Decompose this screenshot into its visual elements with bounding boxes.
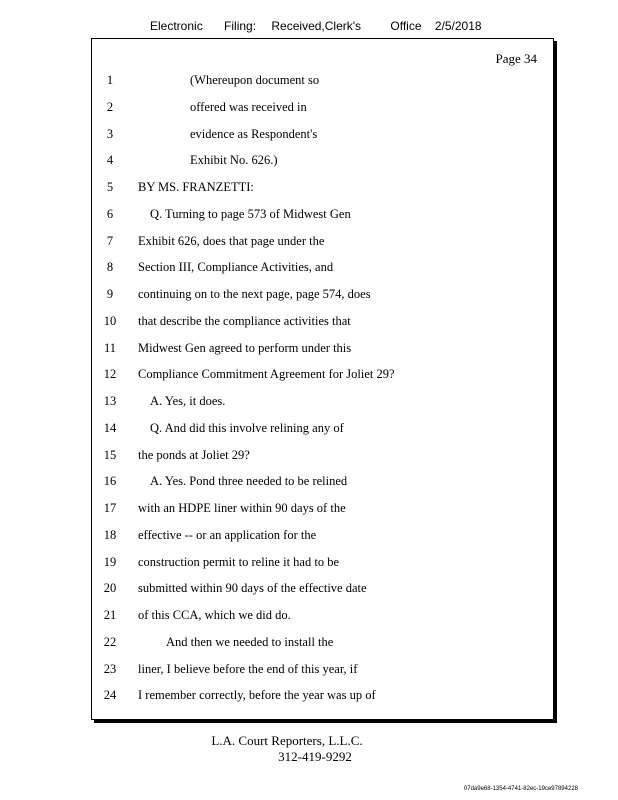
transcript-line bbox=[92, 127, 553, 154]
line-number: 23 bbox=[103, 661, 117, 676]
line-number: 22 bbox=[103, 634, 117, 649]
transcript-line bbox=[92, 260, 553, 287]
line-text: Section III, Compliance Activities, and bbox=[138, 260, 334, 275]
line-text: construction permit to reline it had to be bbox=[138, 554, 339, 569]
footer-company: L.A. Court Reporters, L.L.C. bbox=[211, 733, 363, 748]
line-text: Midwest Gen agreed to perform under this bbox=[138, 340, 352, 355]
line-text: continuing on to the next page, page 574, does bbox=[138, 287, 371, 301]
transcript-line bbox=[92, 153, 553, 180]
filing-header-electronic: Electronic bbox=[150, 19, 203, 33]
filing-header bbox=[150, 19, 482, 33]
transcript-line bbox=[92, 100, 553, 127]
line-number: 6 bbox=[106, 206, 114, 221]
filing-header-office: Office bbox=[390, 19, 422, 33]
page-footer bbox=[0, 733, 618, 765]
filing-header-filing: Filing: bbox=[224, 19, 257, 33]
transcript-line bbox=[92, 73, 553, 100]
transcript-line bbox=[92, 180, 553, 207]
line-text: Q. Turning to page 573 of Midwest Gen bbox=[150, 206, 351, 221]
line-text: BY MS. FRANZETTI: bbox=[138, 180, 254, 194]
transcript-line bbox=[92, 662, 553, 689]
transcript-line bbox=[92, 528, 553, 555]
line-number: 1 bbox=[106, 73, 114, 87]
footer-phone: 312-419-9292 bbox=[278, 749, 352, 764]
line-text: A. Yes, it does. bbox=[150, 394, 226, 408]
transcript-line bbox=[92, 367, 553, 394]
line-number: 14 bbox=[103, 420, 117, 435]
line-number: 17 bbox=[103, 501, 117, 515]
transcript-line bbox=[92, 421, 553, 448]
transcript-page bbox=[91, 38, 554, 720]
line-text: Exhibit No. 626.) bbox=[190, 153, 278, 168]
line-number: 11 bbox=[103, 340, 117, 355]
line-number: 21 bbox=[103, 608, 117, 622]
transcript-line bbox=[92, 207, 553, 234]
line-number: 16 bbox=[103, 474, 117, 489]
line-number: 12 bbox=[103, 367, 117, 382]
line-text: Q. And did this involve relining any of bbox=[150, 420, 344, 435]
transcript-line bbox=[92, 448, 553, 475]
line-text: with an HDPE liner within 90 days of the bbox=[138, 501, 346, 515]
line-text: And then we needed to install the bbox=[166, 634, 334, 649]
line-text: of this CCA, which we did do. bbox=[138, 608, 291, 622]
transcript-line bbox=[92, 501, 553, 528]
line-text: Compliance Commitment Agreement for Joliet 29? bbox=[138, 367, 395, 382]
line-number: 8 bbox=[106, 260, 114, 275]
transcript-line bbox=[92, 608, 553, 635]
line-number: 2 bbox=[106, 99, 114, 114]
transcript-line bbox=[92, 635, 553, 662]
line-number: 7 bbox=[106, 233, 114, 248]
transcript-lines bbox=[92, 73, 553, 715]
transcript-line bbox=[92, 555, 553, 582]
transcript-line bbox=[92, 314, 553, 341]
line-number: 10 bbox=[103, 313, 117, 328]
line-text: I remember correctly, before the year was up of bbox=[138, 688, 376, 703]
line-number: 9 bbox=[106, 287, 114, 301]
line-number: 19 bbox=[103, 554, 117, 569]
transcript-line bbox=[92, 234, 553, 261]
transcript-line bbox=[92, 287, 553, 314]
line-text: Exhibit 626, does that page under the bbox=[138, 233, 325, 248]
line-text: liner, I believe before the end of this year, if bbox=[138, 661, 358, 676]
line-number: 4 bbox=[106, 153, 114, 168]
transcript-line bbox=[92, 394, 553, 421]
document-id: 07da9e68-1354-4741-82ec-19ce97894228 bbox=[463, 786, 578, 792]
line-text: that describe the compliance activities that bbox=[138, 313, 351, 328]
filing-header-date: 2/5/2018 bbox=[434, 19, 482, 33]
line-text: (Whereupon document so bbox=[190, 73, 320, 87]
line-text: evidence as Respondent's bbox=[190, 126, 318, 141]
filing-header-received: Received,Clerk's bbox=[271, 19, 362, 33]
line-number: 15 bbox=[103, 447, 117, 462]
transcript-line bbox=[92, 688, 553, 715]
line-number: 3 bbox=[106, 126, 114, 141]
line-text: A. Yes. Pond three needed to be relined bbox=[150, 474, 348, 489]
transcript-line bbox=[92, 474, 553, 501]
line-number: 13 bbox=[103, 394, 117, 408]
transcript-line bbox=[92, 341, 553, 368]
line-number: 18 bbox=[103, 527, 117, 542]
transcript-line bbox=[92, 581, 553, 608]
line-number: 24 bbox=[103, 688, 117, 703]
line-number: 5 bbox=[106, 180, 114, 194]
line-text: offered was received in bbox=[190, 99, 307, 114]
line-text: the ponds at Joliet 29? bbox=[138, 447, 250, 462]
line-number: 20 bbox=[103, 581, 117, 596]
line-text: submitted within 90 days of the effective date bbox=[138, 581, 367, 596]
page-number: Page 34 bbox=[495, 51, 537, 66]
line-text: effective -- or an application for the bbox=[138, 527, 317, 542]
